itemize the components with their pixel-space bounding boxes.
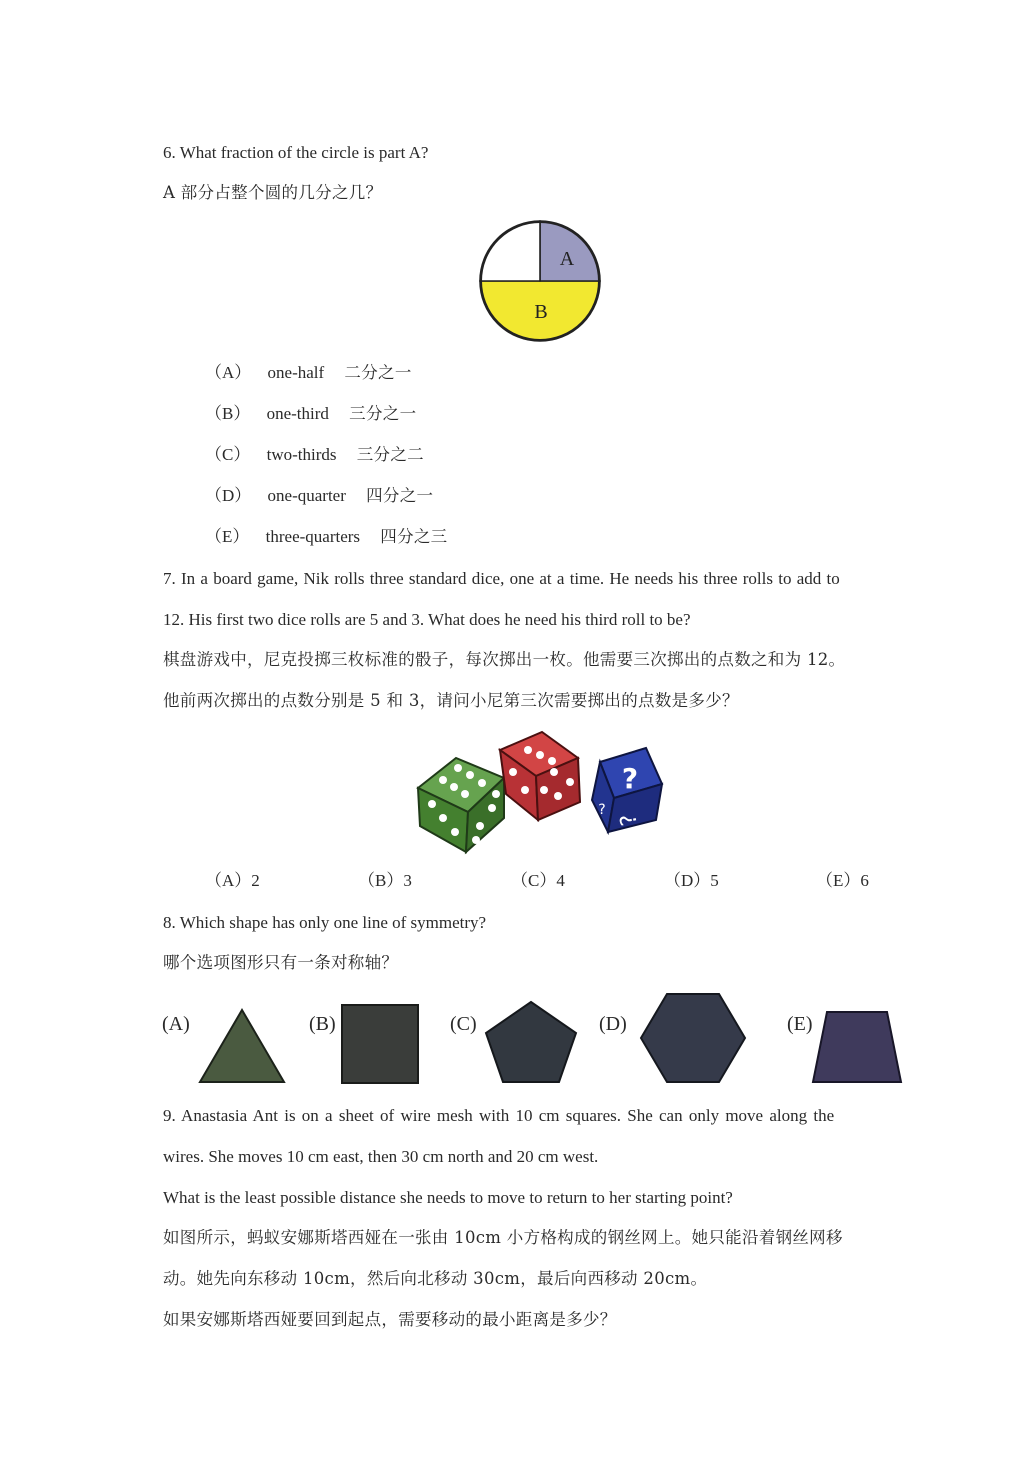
q9-question-zh-line3: 如果安娜斯塔西娅要回到起点，需要移动的最小距离是多少？ xyxy=(163,1310,617,1329)
circle-label-a: A xyxy=(559,248,575,270)
q6-option-d-zh: 四分之一 xyxy=(366,486,434,505)
q6-option-e-en: three-quarters xyxy=(265,527,361,546)
q8-shape-e-trapezoid[interactable] xyxy=(811,1010,903,1084)
blue-die-front-mark: ? xyxy=(616,811,643,828)
q9-question-zh-line2: 动。她先向东移动 10cm，然后向北移动 30cm，最后向西移动 20cm。 xyxy=(163,1269,708,1288)
q6-option-b-zh: 三分之一 xyxy=(349,404,417,423)
green-die-five xyxy=(418,758,504,852)
q8-question-zh: 哪个选项图形只有一条对称轴？ xyxy=(163,953,399,972)
q6-option-a[interactable] xyxy=(205,364,412,382)
q8-shape-e-label: (E) xyxy=(787,1013,813,1035)
q7-question-zh-line1: 棋盘游戏中，尼克投掷三枚标准的骰子，每次掷出一枚。他需要三次掷出的点数之和为 12。 xyxy=(163,650,846,669)
q6-option-a-zh: 二分之一 xyxy=(344,363,412,382)
q7-question-en-line1: 7. In a board game, Nik rolls three standard dice, one at a time. He needs his three rolls to add to xyxy=(163,569,840,588)
q6-question-en: 6. What fraction of the circle is part A? xyxy=(163,143,429,162)
q7-question-zh-line2: 他前两次掷出的点数分别是 5 和 3，请问小尼第三次需要掷出的点数是多少？ xyxy=(163,691,739,710)
q6-option-e-zh: 四分之三 xyxy=(380,527,448,546)
q7-option-d[interactable]: （D）5 xyxy=(664,871,719,890)
q8-shape-d-label: (D) xyxy=(599,1013,627,1035)
q9-question-en-line2: wires. She moves 10 cm east, then 30 cm north and 20 cm west. xyxy=(163,1147,599,1166)
red-die-three xyxy=(500,732,580,820)
q8-shape-c-label: (C) xyxy=(450,1013,477,1035)
q6-option-c-letter: （C） xyxy=(205,445,251,464)
circle-label-b: B xyxy=(534,301,548,323)
q6-option-a-en: one-half xyxy=(267,363,325,382)
q7-option-b[interactable]: （B）3 xyxy=(358,871,412,890)
q6-option-e[interactable] xyxy=(205,528,447,546)
q6-option-d[interactable] xyxy=(205,487,433,505)
q7-option-a[interactable]: （A）2 xyxy=(205,871,260,890)
q8-shape-a-label: (A) xyxy=(162,1013,190,1035)
q9-question-en-line1: 9. Anastasia Ant is on a sheet of wire mesh with 10 cm squares. She can only move along the xyxy=(163,1106,835,1125)
blue-die-top-mark: ? xyxy=(621,762,639,795)
q6-option-c-en: two-thirds xyxy=(266,445,337,464)
q7-option-c[interactable]: （C）4 xyxy=(511,871,565,890)
q6-option-d-en: one-quarter xyxy=(267,486,346,505)
q8-question-en: 8. Which shape has only one line of symmetry? xyxy=(163,913,487,932)
q6-option-c-zh: 三分之二 xyxy=(356,445,424,464)
q6-option-e-letter: （E） xyxy=(205,527,250,546)
q8-shape-a-triangle[interactable] xyxy=(198,1008,286,1084)
q6-option-b[interactable] xyxy=(205,405,416,423)
q6-circle-figure xyxy=(480,221,600,341)
q6-option-b-en: one-third xyxy=(266,404,329,423)
q6-option-c[interactable] xyxy=(205,446,424,464)
q7-option-e[interactable]: （E）6 xyxy=(816,871,869,890)
q6-question-zh: A 部分占整个圆的几分之几？ xyxy=(163,183,383,202)
q9-question-zh-line1: 如图所示，蚂蚁安娜斯塔西娅在一张由 10cm 小方格构成的钢丝网上。她只能沿着钢丝网移 xyxy=(163,1228,843,1247)
q8-shape-c-pentagon[interactable] xyxy=(484,1000,578,1084)
q6-option-b-letter: （B） xyxy=(205,404,251,423)
q7-dice-figure xyxy=(410,728,670,856)
q6-option-a-letter: （A） xyxy=(205,363,252,382)
q8-shape-b-label: (B) xyxy=(309,1013,336,1035)
q9-question-en-line3: What is the least possible distance she needs to move to return to her starting point? xyxy=(163,1188,733,1207)
q8-shape-d-hexagon[interactable] xyxy=(639,992,747,1084)
blue-die-question[interactable] xyxy=(592,748,662,832)
q6-option-d-letter: （D） xyxy=(205,486,252,505)
q7-question-en-line2: 12. His first two dice rolls are 5 and 3. What does he need his third roll to be? xyxy=(163,610,691,629)
q8-shape-b-square[interactable] xyxy=(341,1004,419,1084)
blue-die-side-mark: ? xyxy=(598,802,606,818)
